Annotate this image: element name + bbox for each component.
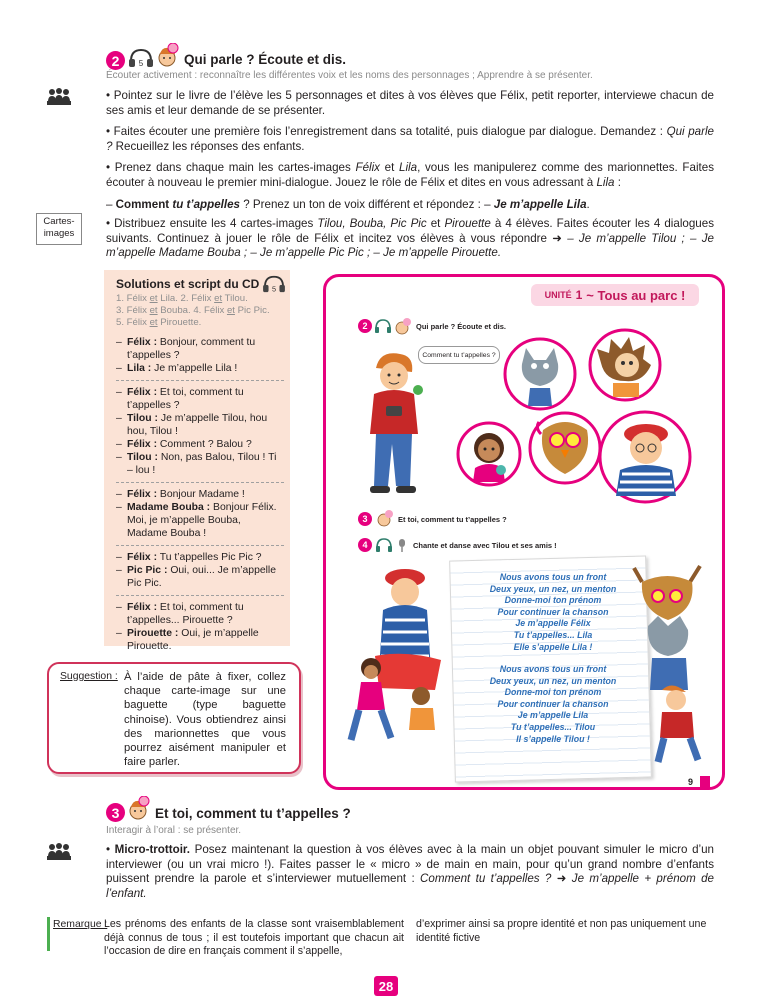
paragraph-text: Faites écouter une première fois l’enregistrement dans sa totalité, puis dialogue par dialogue. Demandez : <box>113 125 667 139</box>
section2-objective: Écouter activement : reconnaître les différentes voix et les noms des personnages ; Apprendre à se présenter. <box>106 70 593 81</box>
solutions-title: Solutions et script du CD <box>116 277 260 291</box>
dialogue-text: Bonjour, comment tu t’appelles ? <box>127 337 256 361</box>
summary-text: 1. Félix <box>116 293 150 304</box>
felix-illustration <box>358 350 438 500</box>
speaker-name: Félix : <box>127 439 158 450</box>
instruction-paragraph: • Prenez dans chaque main les cartes-images Félix et Lila, vous les manipulerez comme des marionnettes. Faites écouter à nouveau le premier mini-dialogue. Jouez le rôle de Félix et dites en vous adressant à Lila : <box>106 161 715 189</box>
cartes-images-label: Cartes- images <box>36 213 82 245</box>
character-name: Lila <box>596 175 615 189</box>
character-name: Félix <box>355 161 380 175</box>
dialogue-text: Comment ? Balou ? <box>157 439 252 450</box>
paragraph-text: ? Prenez un ton de voix différent et répondez : – <box>240 197 494 211</box>
section2-instructions <box>106 89 714 261</box>
instruction-paragraph: • Faites écouter une première fois l’enregistrement dans sa totalité, puis dialogue par dialogue. Demandez : Qui parle ? Recueillez les réponses des enfants. <box>106 125 715 153</box>
dialogue-separator <box>116 482 284 483</box>
lyric-line: Donne-moi ton prénom <box>504 687 602 698</box>
arrow: ➜ <box>551 872 572 886</box>
speaker-name: Tilou : <box>127 452 158 463</box>
activity-number: 2 <box>111 52 120 69</box>
book-activity-number: 2 <box>362 321 368 331</box>
group-work-icon <box>47 843 71 861</box>
dialogue-script <box>116 336 284 653</box>
summary-text: Tilou. <box>222 293 248 304</box>
dialogue-text: Bonjour Félix. Moi, je m’appelle Bouba, Madame Bouba ! <box>127 502 277 539</box>
pic-pic-hedgehog-portrait <box>587 327 663 403</box>
dialogue-line <box>116 627 284 653</box>
summary-link-word: et <box>214 293 223 304</box>
remarque-text-col2: d’exprimer ainsi sa propre identité et non pas uniquement une identité fictive <box>416 918 707 944</box>
dialogue-separator <box>116 380 284 381</box>
speaker-name: Félix : <box>127 387 158 398</box>
lyric-line: Deux yeux, un nez, un menton <box>489 675 617 686</box>
character-name: Pirouette <box>444 217 491 231</box>
paragraph-text: Pointez sur le livre de l’élève les 5 personnages et dites à vos élèves que Félix, petit reporter, interviewe chacun de ses amis et leur demande de se présenter. <box>106 89 714 117</box>
summary-text: Bouba. 4. Félix <box>157 305 227 316</box>
remarque-text-col1: Les prénoms des enfants de la classe sont vraisemblablement déjà connus de tous ; il est toutefois important que chacun ait l’occasion de dire en français comment il s’appelle, <box>104 918 404 958</box>
suggestion-label <box>60 671 118 682</box>
dialogue-italic: – Je m’appelle Tilou ; – Je m’appelle Madame Bouba ; – Je m’appelle Pic Pic ; – Je m’appelle Pirouette. <box>106 231 714 260</box>
dialogue-bold-italic: Je m’appelle Lila <box>493 197 587 211</box>
dialogue-group <box>116 336 284 375</box>
activity-number-badge <box>106 803 125 822</box>
group-work-icon <box>47 88 71 106</box>
paragraph-text: Posez maintenant la question à vos élèves avec à la main un objet pouvant simuler le micro d’un interviewer (ou un vrai micro !). Faites passer le « micro » de main en main, pour qu’un grand nombre d’enfants puissent prendre la parole et s’interviewer mutuellement : <box>106 843 714 886</box>
dialogue-line <box>116 336 284 362</box>
dialogue-separator <box>116 595 284 596</box>
paragraph-text: et <box>379 161 399 175</box>
answer-text: Je m’appelle + prénom de l’enfant. <box>106 872 714 900</box>
question-text: Qui parle ? <box>106 125 715 153</box>
dialogue-group <box>116 551 284 590</box>
dialogue-group <box>116 601 284 653</box>
lyric-line: Nous avons tous un front <box>499 572 607 582</box>
activity-number: 3 <box>111 804 120 821</box>
lyric-line: Donne-moi ton prénom <box>504 595 602 606</box>
summary-text: Pic Pic. <box>234 305 270 316</box>
dialogue-line <box>116 438 284 451</box>
paragraph-text: et <box>426 217 445 231</box>
speaker-name: Félix : <box>127 552 158 563</box>
book-activity-number: 3 <box>362 514 368 524</box>
lyric-line: Il s’appelle Tilou ! <box>516 733 590 744</box>
summary-link-word: et <box>149 293 158 304</box>
dialogue-line <box>116 451 284 477</box>
paragraph-text: Distribuez ensuite les 4 cartes-images <box>114 217 318 231</box>
lyric-line: Tu t’appelles... Lila <box>513 629 593 640</box>
paragraph-text: Prenez dans chaque main les cartes-images <box>114 161 356 175</box>
dialogue-separator <box>116 545 284 546</box>
character-name: Tilou, Bouba, Pic Pic <box>317 217 427 231</box>
lyric-line: Elle s’appelle Lila ! <box>513 641 593 652</box>
dialogue-line <box>116 488 284 501</box>
activity-number-badge <box>106 51 125 70</box>
lyric-line: Je m’appelle Félix <box>515 618 591 629</box>
speaker-name: Pirouette : <box>127 628 179 639</box>
dialogue-text: Je m’appelle Lila ! <box>151 363 238 374</box>
summary-text: Lila. 2. Félix <box>157 293 215 304</box>
headphones-icon <box>262 274 286 294</box>
felix-face-icon <box>376 509 394 527</box>
instruction-paragraph: – Comment tu t’appelles ? Prenez un ton de voix différent et répondez : – Je m’appelle Lila. <box>106 197 590 211</box>
book-activity-badge <box>358 512 372 526</box>
summary-link-word: et <box>149 317 158 328</box>
dialogue-text: Bonjour Madame ! <box>157 489 245 500</box>
character-name: Lila <box>399 161 418 175</box>
dialogue-text: Je m’appelle Tilou, hou hou, Tilou ! <box>127 413 268 437</box>
paragraph-text: : <box>614 175 621 189</box>
cd-track-number: 5 <box>138 59 144 68</box>
dancing-characters-left <box>345 560 460 760</box>
lyric-line: Nous avons tous un front <box>499 664 607 674</box>
question-text: Comment tu t’appelles ? <box>420 872 552 886</box>
summary-link-word: et <box>149 305 158 316</box>
dancing-characters-right <box>628 560 710 770</box>
dialogue-line <box>116 386 284 412</box>
speaker-name: Madame Bouba : <box>127 502 211 513</box>
page-number: 28 <box>374 976 398 996</box>
dialogue-text: Non, pas Balou, Tilou ! Ti – lou ! <box>127 452 277 476</box>
remarque-label-text: Remarque : <box>53 919 108 930</box>
dialogue-text: Oui, oui... Je m’appelle Pic Pic. <box>127 565 277 589</box>
remarque-label <box>53 919 107 930</box>
speaker-name: Tilou : <box>127 413 158 424</box>
speaker-name: Félix : <box>127 337 158 348</box>
remarque-bar <box>47 917 50 951</box>
dialogue-text: Tu t’appelles Pic Pic ? <box>157 552 262 563</box>
section2-title: Qui parle ? Écoute et dis. <box>184 52 347 67</box>
lyric-line: Pour continuer la chanson <box>497 606 609 617</box>
activity-name: Micro-trottoir. <box>114 843 191 856</box>
solutions-box <box>104 270 290 652</box>
dialogue-line <box>116 501 284 540</box>
book-activity-badge <box>358 538 372 552</box>
section3-instructions: • Micro-trottoir. Posez maintenant la question à vos élèves avec à la main un objet pouvant simuler le micro d’un interviewer (ou un vrai micro !). Faites passer le « micro » de main en main, pour qu’un grand nombre d’enfants puissent prendre la parole et s’interviewer mutuellement : Comment tu t’appelles ? ➜ Je m’appelle + prénom de l’enfant. <box>106 843 714 900</box>
book-activity-title: Et toi, comment tu t’appelles ? <box>398 515 507 524</box>
dialogue-line <box>116 362 284 375</box>
suggestion-text: À l’aide de pâte à fixer, collez chaque carte-image sur une baguette (type baguette chinoise). Vous obtiendrez ainsi des marionnettes que vous pourrez aisément manipuler et faire parler. <box>124 671 286 769</box>
dialogue-group <box>116 488 284 540</box>
instruction-paragraph: • Distribuez ensuite les 4 cartes-images Tilou, Bouba, Pic Pic et Pirouette à 4 élèves. Faites écouter les 4 dialogues suivants. Continuez à jouer le rôle de Félix et incitez vos élèves à vous répondre ➜ – Je m’appelle Tilou ; – Je m’appelle Madame Bouba ; – Je m’appelle Pic Pic ; – Je m’appelle Pirouette. <box>106 217 714 260</box>
instruction-paragraph: • Pointez sur le livre de l’élève les 5 personnages et dites à vos élèves que Félix, petit reporter, interviewe chacun de ses amis et leur demande de se présenter. <box>106 89 714 117</box>
cd-track-number: 5 <box>271 284 277 294</box>
solutions-summary <box>116 293 286 329</box>
summary-text: 5. Félix <box>116 317 150 328</box>
unit-number: 1 <box>575 288 583 302</box>
headphones-icon <box>128 47 154 69</box>
pirouette-owl-portrait <box>527 410 603 486</box>
speech-bubble: Comment tu t’appelles ? <box>418 346 500 364</box>
speaker-name: Félix : <box>127 489 158 500</box>
summary-text: Pirouette. <box>157 317 202 328</box>
song-verse-2 <box>468 664 638 745</box>
dialogue-line <box>116 564 284 590</box>
summary-link-word: et <box>226 305 235 316</box>
unit-word: UNITÉ <box>544 290 572 300</box>
felix-face-icon <box>156 43 180 69</box>
lyric-line: Je m’appelle Lila <box>517 710 589 721</box>
dialogue-group <box>116 386 284 477</box>
felix-face-icon <box>127 796 151 822</box>
dialogue-bold: Comment <box>115 197 173 211</box>
madame-bouba-portrait <box>596 408 694 506</box>
song-verse-1 <box>468 572 638 653</box>
section3-title: Et toi, comment tu t’appelles ? <box>155 806 351 821</box>
book-activity-title: Chante et danse avec Tilou et ses amis ! <box>413 541 557 550</box>
book-activity-number: 4 <box>362 540 368 550</box>
dialogue-line <box>116 412 284 438</box>
dialogue-line <box>116 551 284 564</box>
dialogue-text: Et toi, comment tu t’appelles... Pirouette ? <box>127 602 244 626</box>
summary-line <box>116 293 286 305</box>
paragraph-text: . <box>586 197 590 211</box>
book-activity-badge <box>358 319 372 333</box>
lyric-line: Tu t’appelles... Tilou <box>510 721 596 732</box>
speaker-name: Pic Pic : <box>127 565 168 576</box>
lyric-line: Deux yeux, un nez, un menton <box>489 583 617 594</box>
book-activity-title: Qui parle ? Écoute et dis. <box>416 322 507 331</box>
unit-title: ~ Tous au parc ! <box>586 287 686 303</box>
dialogue-text: Et toi, comment tu t’appelles ? <box>127 387 244 411</box>
book-page-number: 9 <box>688 777 694 787</box>
dialogue-bold-italic: tu t’appelles <box>172 197 241 211</box>
unit-header <box>531 284 699 306</box>
speaker-name: Lila : <box>127 363 152 374</box>
paragraph-text: Recueillez les réponses des enfants. <box>112 139 305 153</box>
speaker-name: Félix : <box>127 602 158 613</box>
tilou-wolf-portrait <box>502 336 578 412</box>
summary-line <box>116 317 286 329</box>
book-page-tab <box>700 776 710 788</box>
summary-line <box>116 305 286 317</box>
suggestion-label-text: Suggestion : <box>60 671 118 682</box>
summary-text: 3. Félix <box>116 305 150 316</box>
lila-portrait <box>455 420 523 488</box>
dialogue-line <box>116 601 284 627</box>
paragraph-text: à 4 élèves. Faites écouter les 4 dialogues suivants. Continuez à jouer le rôle de Félix et incitez vos élèves à vous répondre ➜ <box>106 217 714 245</box>
section3-objective: Interagir à l’oral : se présenter. <box>106 825 242 836</box>
headphones-microphone-icon <box>375 536 411 554</box>
dialogue-text: Oui, je m’appelle Pirouette. <box>127 628 259 652</box>
paragraph-text: , vous les manipulerez comme des marionnettes. Faites écouter à nouveau le premier mini-dialogue. Jouez le rôle de Félix et dites en vous adressant à <box>106 161 715 189</box>
lyric-line: Pour continuer la chanson <box>497 698 609 709</box>
headphones-felix-icon <box>374 317 414 335</box>
